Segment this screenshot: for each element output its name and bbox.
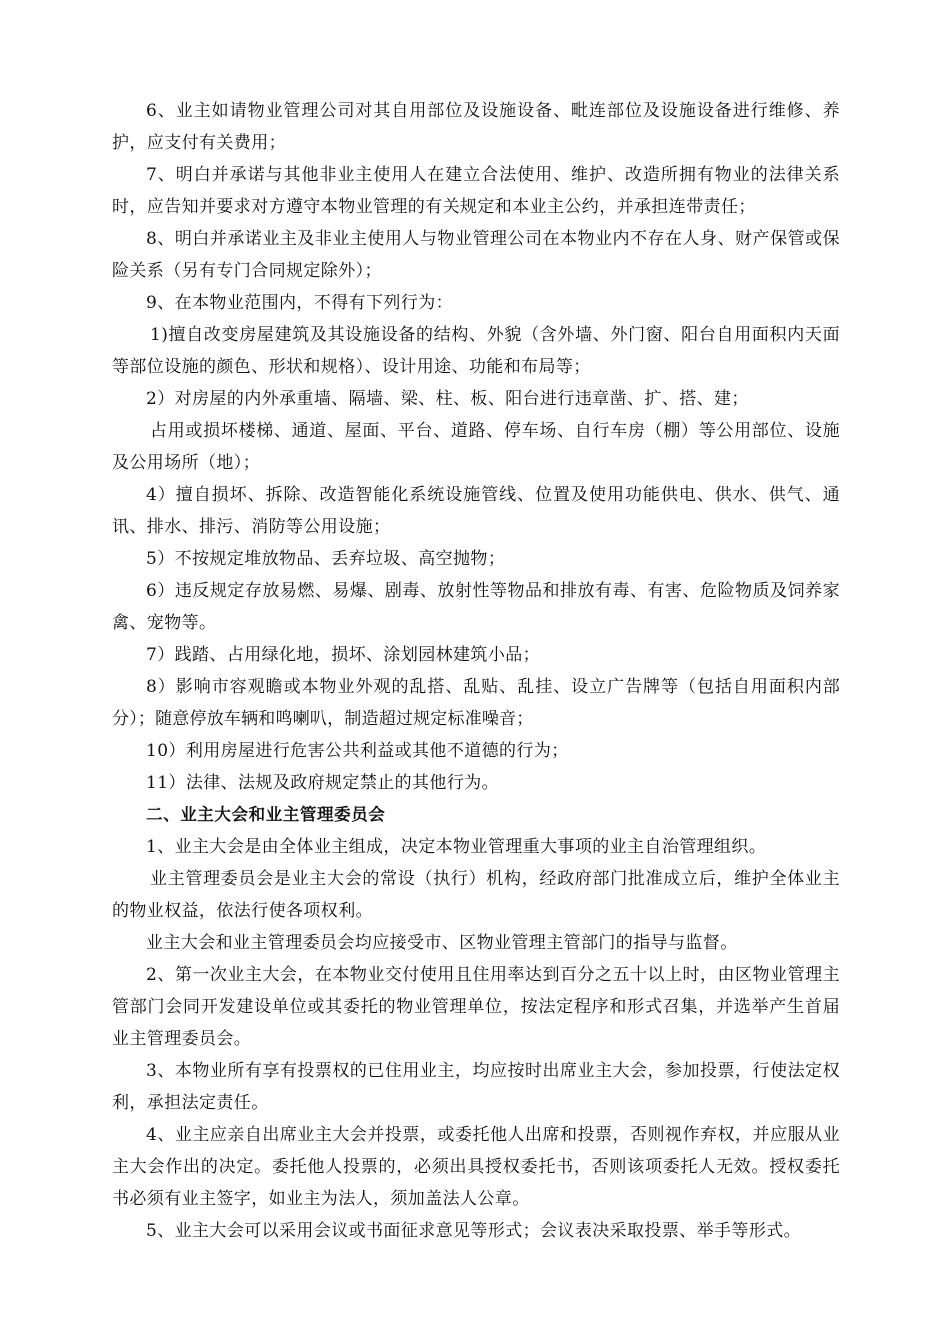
document-body — [112, 95, 840, 1247]
prohibited-act-7: 7）践踏、占用绿化地，损坏、涂划园林建筑小品； — [146, 645, 541, 665]
section-heading: 二、业主大会和业主管理委员会 — [146, 805, 386, 824]
supervision-paragraph: 业主大会和业主管理委员会均应接受市、区物业管理主管部门的指导与监督。 — [146, 933, 738, 953]
prohibited-act-8: 8）影响市容观瞻或本物业外观的乱搭、乱贴、乱挂、设立广告牌等（包括自用面积内部分）；随意停放车辆和鸣喇叭，制造超过规定标准噪音； — [112, 677, 840, 729]
owners-committee-paragraph: 业主管理委员会是业主大会的常设（执行）机构，经政府部门批准成立后，维护全体业主的物业权益，依法行使各项权利。 — [112, 869, 840, 921]
owners-assembly-item-4: 4、业主应亲自出席业主大会并投票，或委托他人出席和投票，否则视作弃权，并应服从业主大会作出的决定。委托他人投票的，必须出具授权委托书，否则该项委托人无效。授权委托书必须有业主签字，如业主为法人，须加盖法人公章。 — [112, 1125, 840, 1209]
paragraph-item-8: 8、明白并承诺业主及非业主使用人与物业管理公司在本物业内不存在人身、财产保管或保险关系（另有专门合同规定除外）； — [112, 229, 840, 281]
prohibited-act-6: 6）违反规定存放易燃、易爆、剧毒、放射性等物品和排放有毒、有害、危险物质及饲养家禽、宠物等。 — [112, 581, 840, 633]
owners-assembly-item-3: 3、本物业所有享有投票权的已住用业主，均应按时出席业主大会，参加投票，行使法定权利，承担法定责任。 — [112, 1061, 840, 1113]
paragraph-item-9: 9、在本物业范围内，不得有下列行为： — [146, 293, 454, 313]
owners-assembly-item-5: 5、业主大会可以采用会议或书面征求意见等形式；会议表决采取投票、举手等形式。 — [146, 1221, 802, 1241]
prohibited-act-5: 5）不按规定堆放物品、丢弃垃圾、高空抛物； — [146, 549, 506, 569]
owners-assembly-item-2: 2、第一次业主大会，在本物业交付使用且住用率达到百分之五十以上时，由区物业管理主管部门会同开发建设单位或其委托的物业管理单位，按法定程序和形式召集，并选举产生首届业主管理委员会。 — [112, 965, 840, 1049]
paragraph-item-7: 7、明白并承诺与其他非业主使用人在建立合法使用、维护、改造所拥有物业的法律关系时，应告知并要求对方遵守本物业管理的有关规定和本业主公约，并承担连带责任； — [112, 165, 840, 217]
owners-assembly-item-1: 1、业主大会是由全体业主组成，决定本物业管理重大事项的业主自治管理组织。 — [146, 837, 767, 857]
prohibited-act-4: 4）擅自损坏、拆除、改造智能化系统设施管线、位置及使用功能供电、供水、供气、通讯、排水、排污、消防等公用设施； — [112, 485, 840, 537]
prohibited-act-10: 10）利用房屋进行危害公共利益或其他不道德的行为； — [146, 741, 569, 761]
prohibited-act-1: 1)擅自改变房屋建筑及其设施设备的结构、外貌（含外墙、外门窗、阳台自用面积内天面等部位设施的颜色、形状和规格）、设计用途、功能和布局等； — [112, 325, 840, 377]
prohibited-act-11: 11）法律、法规及政府规定禁止的其他行为。 — [146, 773, 500, 793]
paragraph-item-6: 6、业主如请物业管理公司对其自用部位及设施设备、毗连部位及设施设备进行维修、养护，应支付有关费用； — [112, 101, 840, 153]
prohibited-act-2: 2）对房屋的内外承重墙、隔墙、梁、柱、板、阳台进行违章凿、扩、搭、建； — [146, 389, 749, 409]
prohibited-act-3: 占用或损坏楼梯、通道、屋面、平台、道路、停车场、自行车房（棚）等公用部位、设施及公用场所（地）； — [112, 421, 840, 473]
